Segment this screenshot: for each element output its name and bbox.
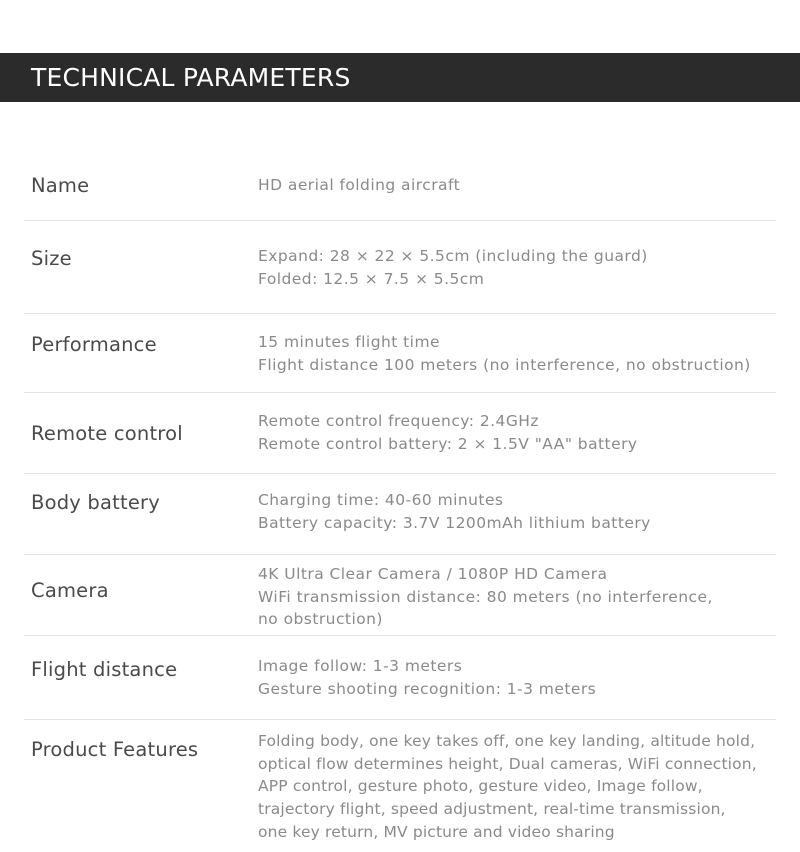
- spec-value-line: Expand: 28 × 22 × 5.5cm (including the guard): [258, 247, 648, 265]
- spec-label-camera: Camera: [31, 579, 109, 602]
- spec-value-line: HD aerial folding aircraft: [258, 176, 461, 194]
- spec-value-name: [258, 174, 794, 197]
- spec-value-camera: [258, 563, 794, 631]
- row-divider: [24, 473, 776, 474]
- section-header-banner: [0, 53, 800, 102]
- spec-value-line: WiFi transmission distance: 80 meters (no interference,: [258, 587, 713, 606]
- spec-value-line: Folded: 12.5 × 7.5 × 5.5cm: [258, 269, 485, 288]
- spec-value-line: Folding body, one key takes off, one key landing, altitude hold,: [258, 732, 756, 750]
- spec-value-flight-distance: [258, 655, 794, 700]
- spec-label-remote-control: Remote control: [31, 422, 183, 445]
- spec-value-body-battery: [258, 489, 794, 534]
- spec-value-product-features: [258, 730, 794, 844]
- section-title: TECHNICAL PARAMETERS: [31, 63, 351, 92]
- spec-label-flight-distance: Flight distance: [31, 658, 178, 681]
- spec-value-line: APP control, gesture photo, gesture video, Image follow,: [258, 777, 703, 796]
- row-divider: [24, 220, 776, 221]
- spec-value-line: Flight distance 100 meters (no interference, no obstruction): [258, 355, 751, 374]
- spec-value-size: [258, 245, 794, 290]
- row-divider: [24, 719, 776, 720]
- spec-label-product-features: Product Features: [31, 738, 199, 761]
- spec-value-line: 4K Ultra Clear Camera / 1080P HD Camera: [258, 565, 608, 583]
- spec-value-line: Image follow: 1-3 meters: [258, 657, 463, 675]
- spec-value-line: Charging time: 40-60 minutes: [258, 491, 504, 509]
- spec-value-performance: [258, 331, 794, 376]
- spec-value-line: 15 minutes flight time: [258, 333, 440, 351]
- spec-value-line: Remote control battery: 2 × 1.5V "AA" battery: [258, 434, 638, 453]
- spec-value-line: one key return, MV picture and video sharing: [258, 822, 615, 841]
- spec-label-body-battery: Body battery: [31, 491, 160, 514]
- row-divider: [24, 635, 776, 636]
- row-divider: [24, 313, 776, 314]
- spec-value-line: Remote control frequency: 2.4GHz: [258, 412, 540, 430]
- row-divider: [24, 554, 776, 555]
- spec-label-performance: Performance: [31, 333, 157, 356]
- spec-value-line: trajectory flight, speed adjustment, real-time transmission,: [258, 800, 726, 819]
- spec-value-line: no obstruction): [258, 610, 383, 629]
- spec-value-line: optical flow determines height, Dual cameras, WiFi connection,: [258, 754, 757, 773]
- spec-label-name: Name: [31, 174, 90, 197]
- spec-value-remote-control: [258, 410, 794, 455]
- row-divider: [24, 392, 776, 393]
- spec-label-size: Size: [31, 247, 72, 270]
- spec-value-line: Gesture shooting recognition: 1-3 meters: [258, 679, 597, 698]
- spec-value-line: Battery capacity: 3.7V 1200mAh lithium battery: [258, 513, 651, 532]
